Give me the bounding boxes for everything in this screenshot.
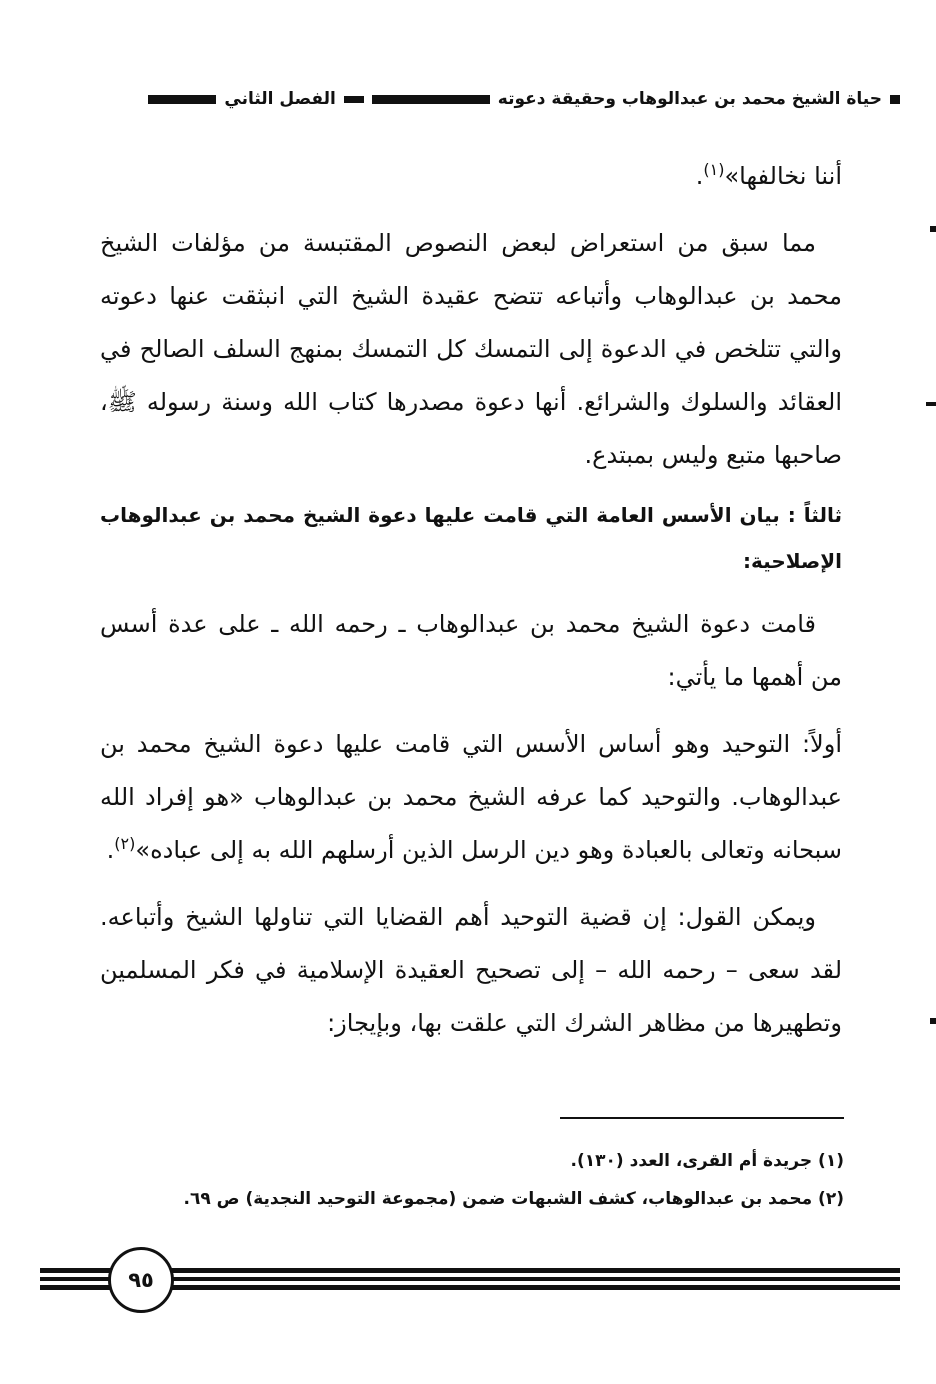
paragraph-tawhid-importance: ويمكن القول: إن قضية التوحيد أهم القضايا التي تناولها الشيخ وأتباعه. لقد سعى – رحمه الله – إلى تصحيح العقيدة الإسلامية في فكر المسلمين وتطهيرها من مظاهر الشرك التي علقت بها، وبإيجاز: — [100, 903, 842, 1037]
header-bar-left — [148, 95, 216, 104]
scan-mark — [926, 402, 936, 406]
scan-mark — [930, 1018, 936, 1024]
footnote-separator — [560, 1117, 844, 1119]
header-bar-right — [890, 95, 900, 104]
paragraph-tawhid — [100, 718, 842, 877]
footnotes — [100, 1142, 844, 1218]
footnote-2: (٢) محمد بن عبدالوهاب، كشف الشبهات ضمن (مجموعة التوحيد النجدية) ص ٦٩. — [183, 1189, 844, 1209]
footnote-ref-1[interactable]: (١) — [703, 160, 725, 179]
header-bar-middle-left — [372, 95, 490, 104]
running-header — [40, 86, 900, 112]
paragraph-1-text: أننا نخالفها» — [724, 162, 842, 190]
header-chapter: الفصل الثاني — [224, 88, 336, 109]
section-heading: ثالثاً : بيان الأسس العامة التي قامت عليها دعوة الشيخ محمد بن عبدالوهاب الإصلاحية: — [100, 503, 842, 573]
header-book-title: حياة الشيخ محمد بن عبدالوهاب وحقيقة دعوته — [497, 88, 882, 109]
paragraph-foundations-intro: قامت دعوة الشيخ محمد بن عبدالوهاب ـ رحمه الله ـ على عدة أسس من أهمها ما يأتي: — [100, 610, 842, 691]
main-text — [100, 150, 842, 1050]
footnote-1: (١) جريدة أم القرى، العدد (١٣٠). — [570, 1151, 844, 1171]
footnote-ref-2[interactable]: (٢) — [114, 834, 136, 853]
scan-mark — [930, 226, 936, 232]
paragraph-quote-end — [100, 150, 842, 203]
paragraph-tawhid-text: أولاً: التوحيد وهو أساس الأسس التي قامت عليها دعوة الشيخ محمد بن عبدالوهاب. والتوحيد كما عرفه الشيخ محمد بن عبدالوهاب «هو إفراد الله سبحانه وتعالى بالعبادة وهو دين الرسل الذين أرسلهم الله به إلى عباده» — [100, 730, 842, 864]
paragraph-1-end: . — [695, 162, 704, 190]
page-number: ٩٥ — [108, 1247, 174, 1313]
header-bar-middle-right — [344, 96, 364, 103]
paragraph-summary: مما سبق من استعراض لبعض النصوص المقتبسة من مؤلفات الشيخ محمد بن عبدالوهاب وأتباعه تتضح عقيدة الشيخ التي انبثقت عنها دعوته والتي تتلخص في الدعوة إلى التمسك كل التمسك بمنهج السلف الصالح في العقائد والسلوك والشرائع. أنها دعوة مصدرها كتاب الله وسنة رسوله ﷺ، صاحبها متبع وليس بمبتدع. — [100, 229, 842, 469]
paragraph-tawhid-end: . — [106, 836, 115, 864]
